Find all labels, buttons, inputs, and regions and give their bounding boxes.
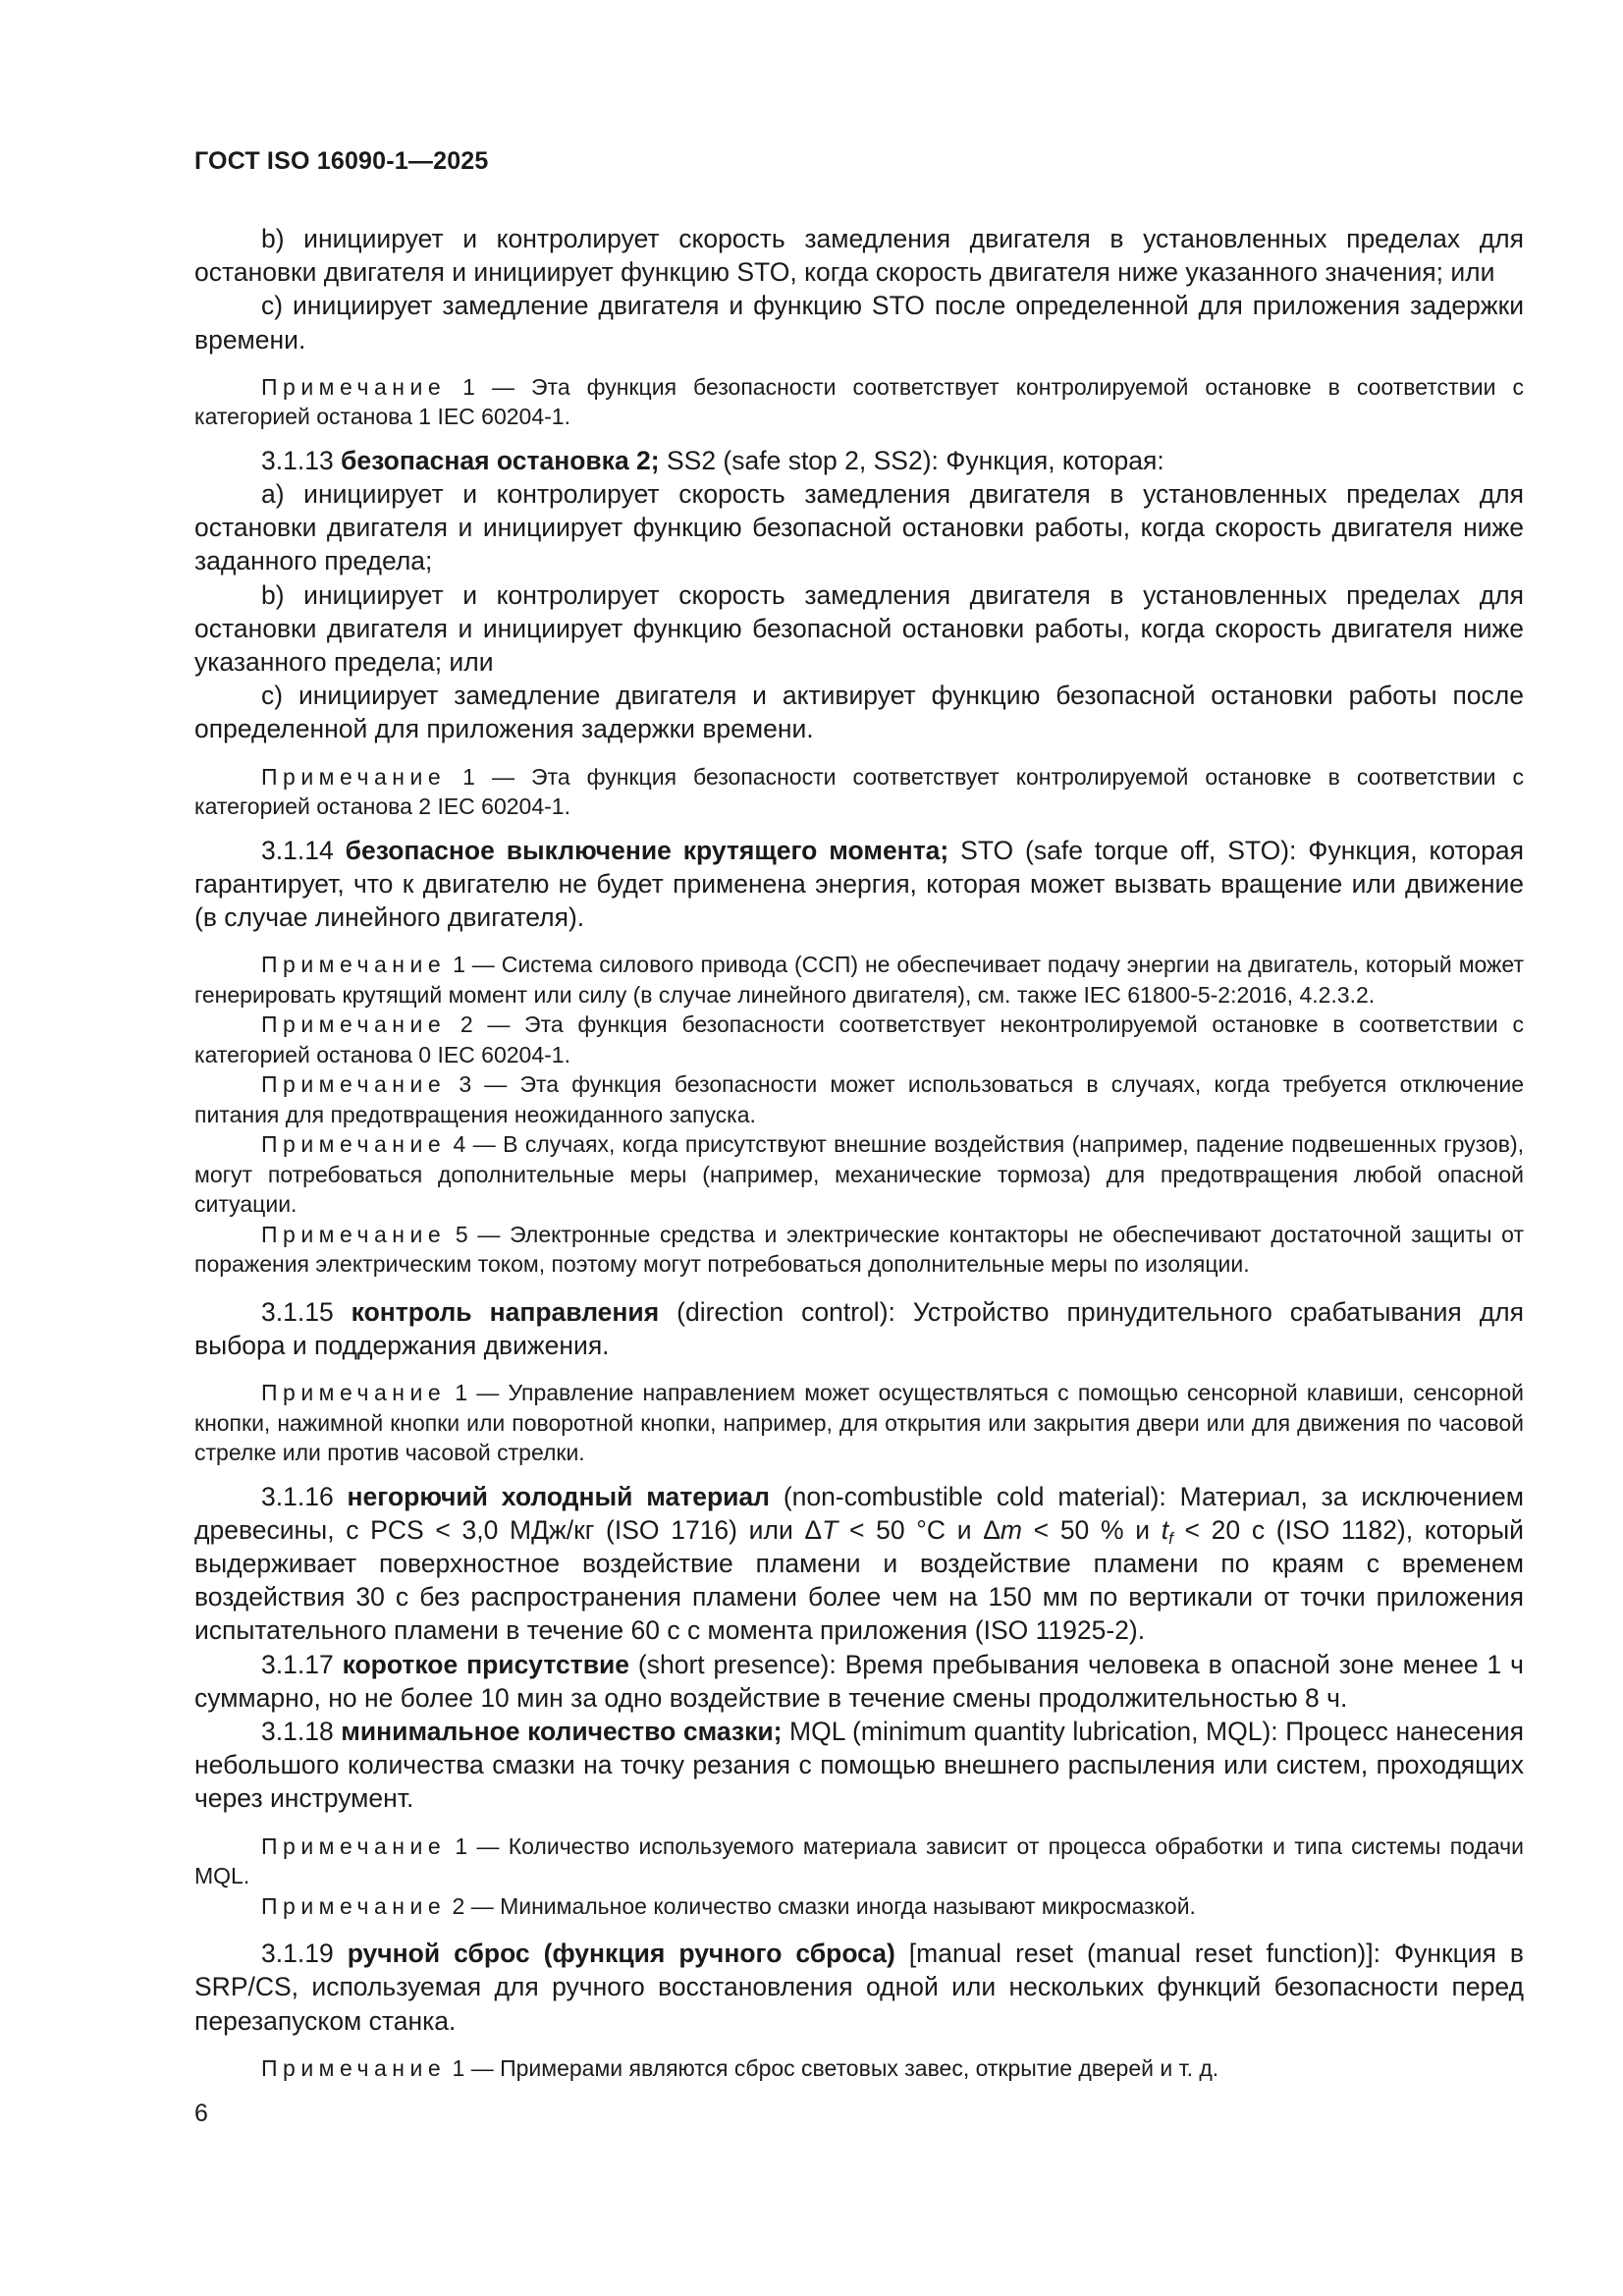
- term-3-1-19: [194, 1937, 1524, 2038]
- note-text: 1 — Эта функция безопасности соответствует контролируемой остановке в соответствии с категорией останова 1 IEC 60204-1.: [194, 373, 1524, 430]
- term-name: контроль направления: [351, 1296, 660, 1327]
- term-name: ручной сброс (функция ручного сброса): [347, 1939, 895, 1969]
- term-3-1-18: [194, 1715, 1524, 1816]
- note-text: 5 — Электронные средства и электрические контакторы не обеспечивают достаточной защиты от поражения электрическим током, поэтому могут потребоваться дополнительные меры по изоляции.: [194, 1221, 1524, 1278]
- note-label: Примечание: [261, 373, 447, 400]
- note-label: Примечание: [261, 763, 447, 790]
- note-label: Примечание: [261, 1011, 447, 1038]
- note-label: Примечание: [261, 1380, 447, 1406]
- symbol-T: T: [822, 1514, 839, 1545]
- term-name: минимальное количество смазки;: [341, 1717, 783, 1747]
- note: [194, 372, 1524, 432]
- term-definition: [manual reset (manual reset function)]: Функция в SRP/CS, используемая для ручного восстановления одной или нескольких функций безопасности перед перезапуском станка.: [194, 1939, 1525, 2036]
- page-number: 6: [194, 2100, 208, 2127]
- note: [194, 1831, 1524, 1891]
- note-label: Примечание: [261, 952, 447, 978]
- term-number: 3.1.19: [261, 1939, 348, 1969]
- term-number: 3.1.18: [261, 1717, 342, 1747]
- term-definition: (direction control): Устройство принудительного срабатывания для выбора и поддержания движения.: [194, 1296, 1524, 1360]
- term-definition: < 20 с (ISO 1182), который выдерживает поверхностное воздействие пламени и воздействие пламени по краям с временем воздействия 30 с без распространения пламени более чем на 150 мм по вертикали от точки приложения испытательного пламени в течение 60 с с момента приложения (ISO 11925-2).: [194, 1514, 1524, 1646]
- note-text: 1 — Эта функция безопасности соответствует контролируемой остановке в соответствии с категорией останова 2 IEC 60204-1.: [194, 763, 1524, 820]
- term-3-1-16: [194, 1480, 1524, 1648]
- paragraph: c) инициирует замедление двигателя и активирует функцию безопасной остановки работы после определенной для приложения задержки времени.: [194, 681, 1524, 744]
- term-definition: SS2 (safe stop 2, SS2): Функция, которая:: [659, 445, 1164, 475]
- symbol-m: m: [1000, 1514, 1022, 1545]
- term-name: безопасное выключение крутящего момента;: [345, 835, 949, 865]
- term-definition: < 50 °C и Δ: [838, 1514, 1001, 1545]
- note-label: Примечание: [261, 1832, 447, 1859]
- term-name: негорючий холодный материал: [347, 1481, 770, 1511]
- term-definition: (non-combustible cold material): Материал, за исключением древесины, с PCS < 3,0 МДж/кг (ISO 1716) или Δ: [194, 1481, 1524, 1545]
- note-text: 4 — В случаях, когда присутствуют внешние воздействия (например, падение подвешенных грузов), могут потребоваться дополнительные меры (например, механические тормоза) для предотвращения любой опасной ситуации.: [194, 1131, 1524, 1218]
- note: [194, 1010, 1524, 1069]
- note-label: Примечание: [261, 1071, 447, 1098]
- term-name: безопасная остановка 2;: [341, 445, 660, 475]
- term-definition: (short presence): Время пребывания человека в опасной зоне менее 1 ч суммарно, но не более 10 мин за одно воздействие в течение смены продолжительностью 8 ч.: [194, 1649, 1524, 1713]
- term-number: 3.1.17: [261, 1649, 343, 1679]
- paragraph: b) инициирует и контролирует скорость замедления двигателя в установленных пределах для остановки двигателя и инициирует функцию STO, когда скорость двигателя ниже указанного значения; или: [194, 224, 1524, 288]
- note-text: 3 — Эта функция безопасности может использоваться в случаях, когда требуется отключение питания для предотвращения неожиданного запуска.: [194, 1071, 1524, 1127]
- note: [194, 950, 1524, 1010]
- note: [194, 2053, 1524, 2084]
- note-text: 2 — Минимальное количество смазки иногда называют микросмазкой.: [446, 1892, 1196, 1919]
- document-body: [194, 222, 1524, 2083]
- term-3-1-17: [194, 1648, 1524, 1715]
- term-number: 3.1.16: [261, 1481, 348, 1511]
- note: [194, 762, 1524, 822]
- paragraph: b) инициирует и контролирует скорость замедления двигателя в установленных пределах для остановки двигателя и инициирует функцию безопасной остановки работы, когда скорость двигателя ниже указанного предела; или: [194, 579, 1524, 678]
- note-label: Примечание: [261, 1221, 447, 1247]
- term-name: короткое присутствие: [342, 1649, 630, 1679]
- paragraph: a) инициирует и контролирует скорость замедления двигателя в установленных пределах для остановки двигателя и инициирует функцию безопасной остановки работы, когда скорость двигателя ниже заданного предела;: [194, 479, 1524, 576]
- note: [194, 1069, 1524, 1129]
- note-label: Примечание: [261, 2054, 447, 2081]
- note-label: Примечание: [261, 1131, 447, 1158]
- subscript-f: f: [1168, 1528, 1173, 1548]
- symbol-t: t: [1161, 1514, 1169, 1545]
- note: [194, 1891, 1524, 1922]
- note: [194, 1220, 1524, 1280]
- note: [194, 1129, 1524, 1220]
- term-number: 3.1.13: [261, 445, 342, 475]
- note-text: 1 — Количество используемого материала зависит от процесса обработки и типа системы подачи MQL.: [194, 1832, 1524, 1889]
- term-3-1-13: [194, 444, 1524, 477]
- term-definition: MQL (minimum quantity lubrication, MQL): Процесс нанесения небольшого количества смазки на точку резания с помощью внешнего распыления или систем, проходящих через инструмент.: [194, 1717, 1524, 1814]
- term-definition: STO (safe torque off, STO): Функция, которая гарантирует, что к двигателю не будет применена энергия, которая может вызвать вращение или движение (в случае линейного двигателя).: [194, 835, 1524, 933]
- paragraph: c) инициирует замедление двигателя и функцию STO после определенной для приложения задержки времени.: [194, 291, 1524, 355]
- note-text: 1 — Система силового привода (ССП) не обеспечивает подачу энергии на двигатель, который может генерировать крутящий момент или силу (в случае линейного двигателя), см. также IEC 61800-5-2:2016, 4.2.3.2.: [194, 952, 1524, 1008]
- note-text: 1 — Управление направлением может осуществляться с помощью сенсорной клавиши, сенсорной кнопки, нажимной кнопки или поворотной кнопки, например, для открытия или закрытия двери или для движения по часовой стрелке или против часовой стрелки.: [194, 1380, 1524, 1466]
- document-header: ГОСТ ISO 16090-1—2025: [194, 147, 489, 175]
- term-definition: < 50 % и: [1021, 1514, 1162, 1545]
- term-3-1-14: [194, 834, 1524, 935]
- note-label: Примечание: [261, 1892, 447, 1919]
- term-number: 3.1.15: [261, 1296, 352, 1327]
- term-3-1-15: [194, 1295, 1524, 1362]
- note-text: 1 — Примерами являются сброс световых завес, открытие дверей и т. д.: [446, 2054, 1219, 2081]
- term-number: 3.1.14: [261, 835, 346, 865]
- note-text: 2 — Эта функция безопасности соответствует неконтролируемой остановке в соответствии с категорией останова 0 IEC 60204-1.: [194, 1011, 1524, 1067]
- note: [194, 1378, 1524, 1468]
